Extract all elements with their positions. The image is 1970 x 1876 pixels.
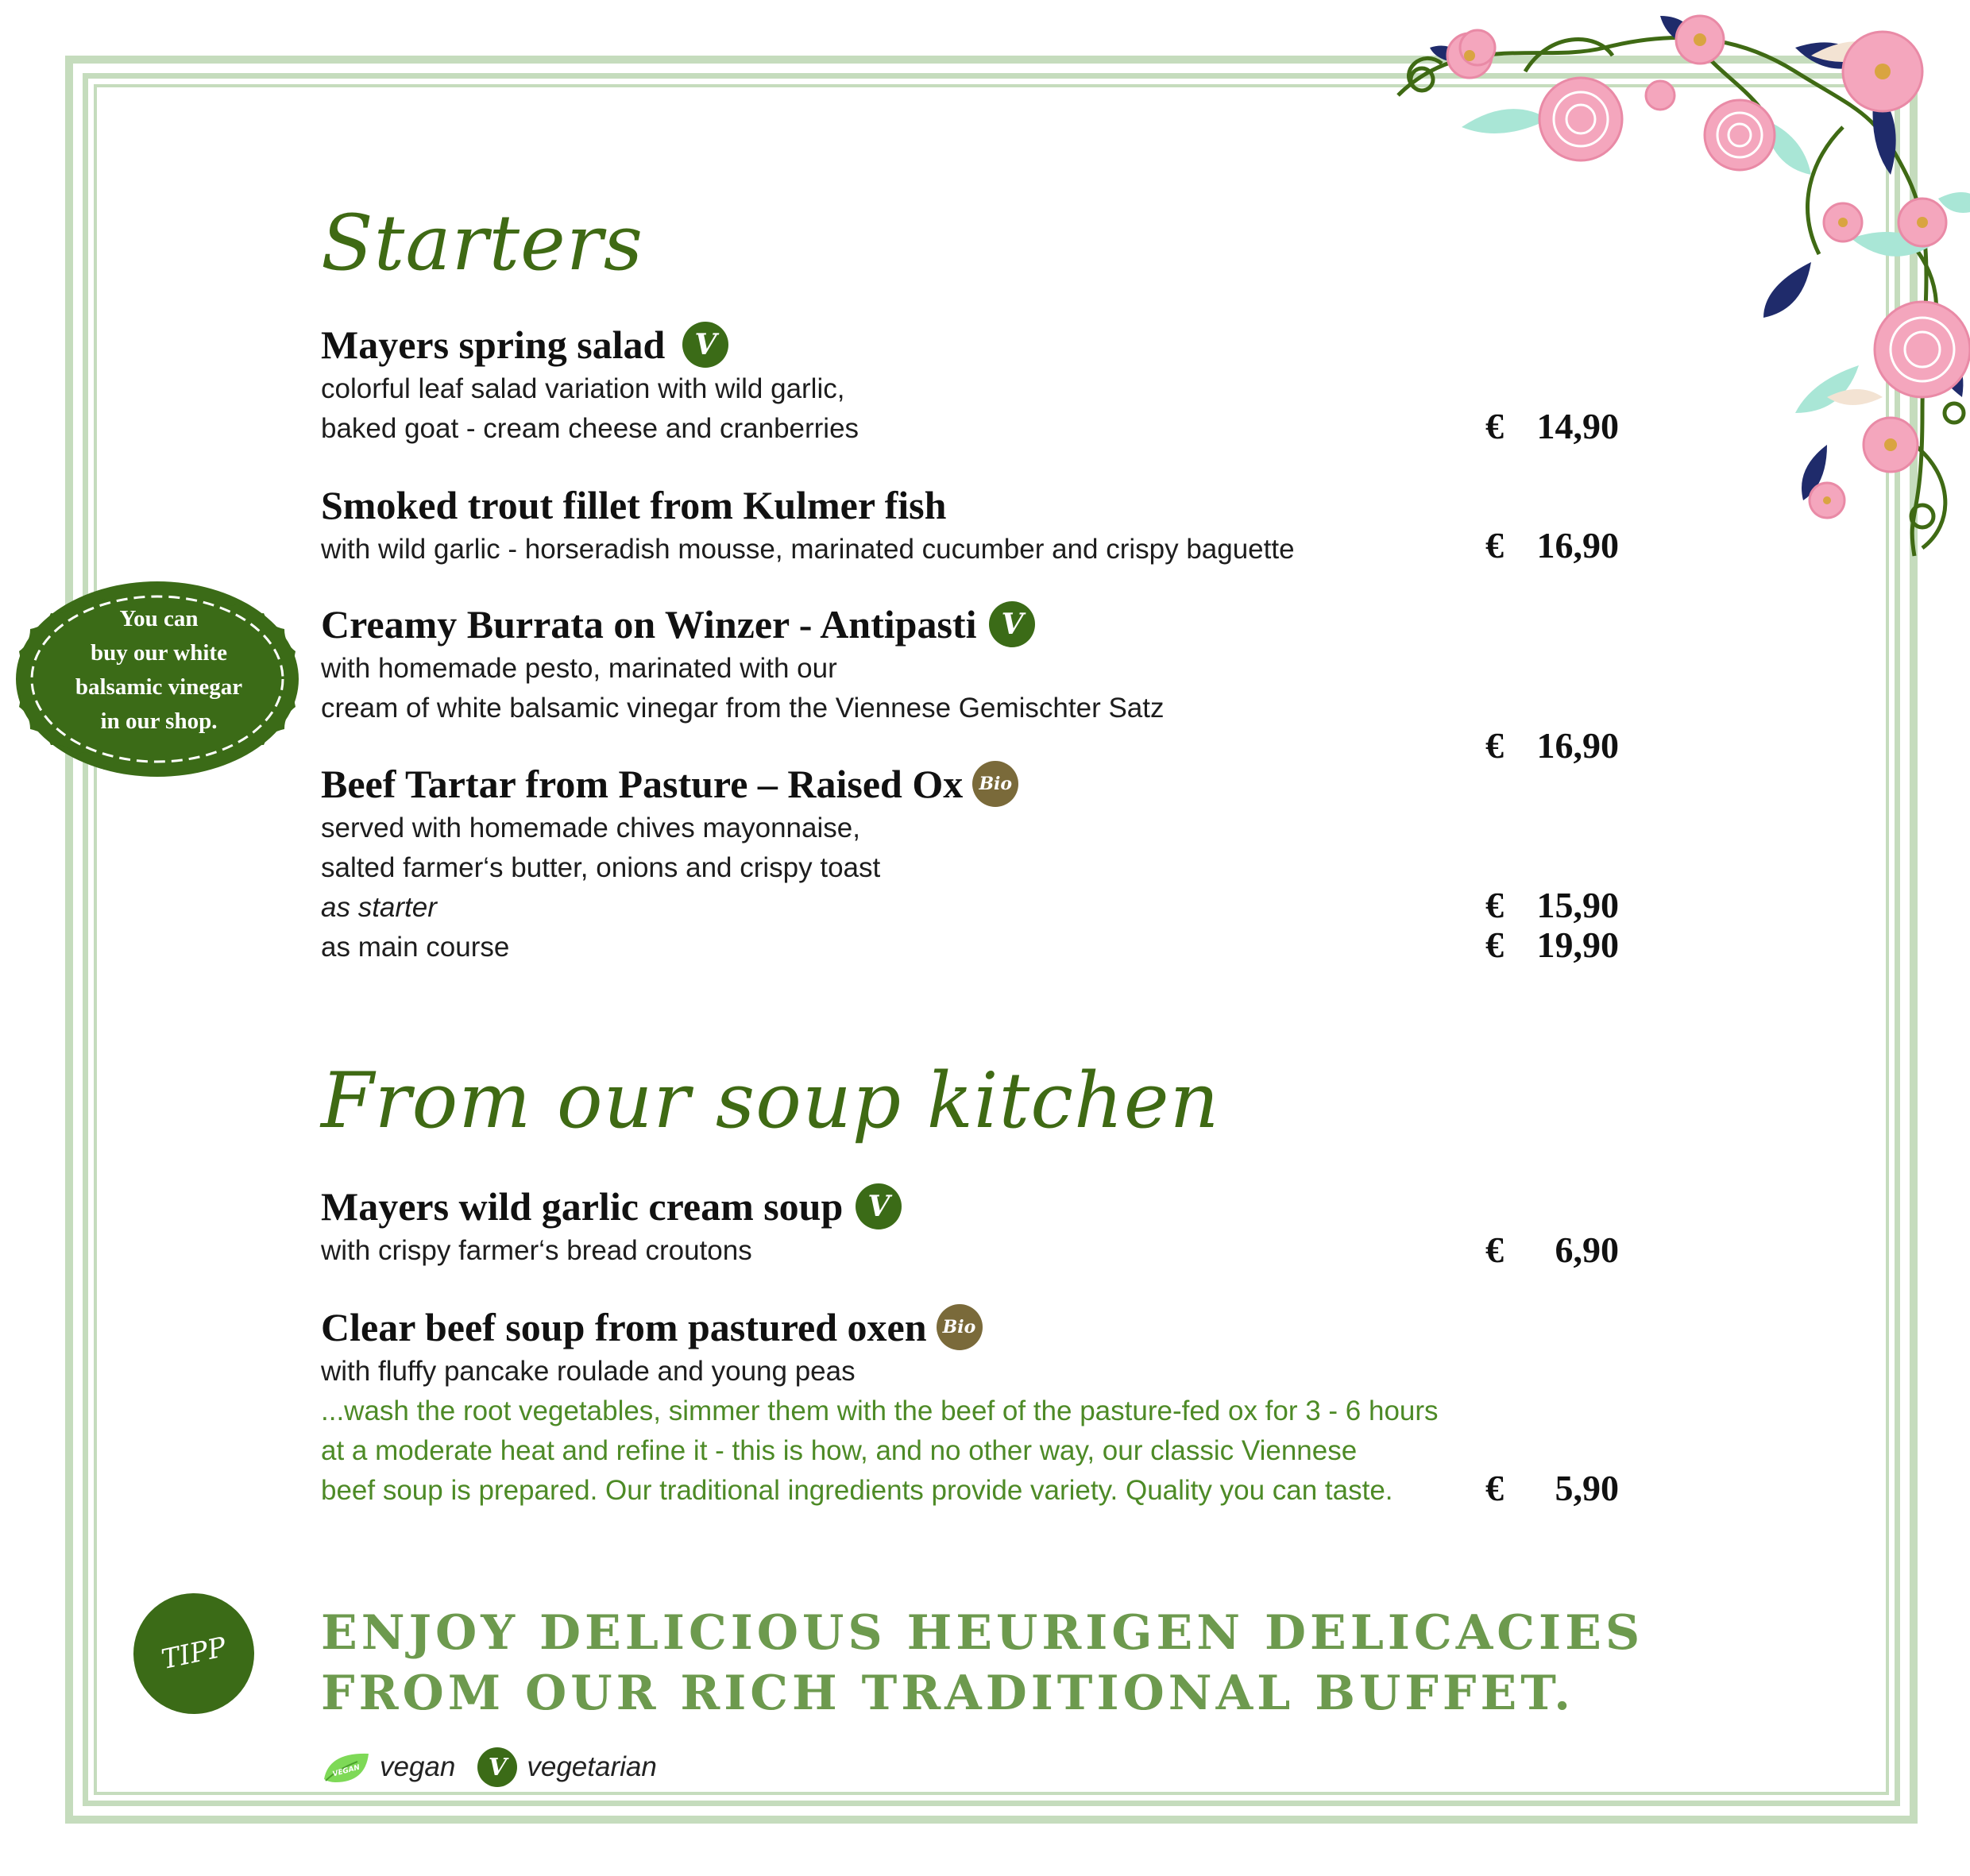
item-title: Creamy Burrata on Winzer - Antipasti xyxy=(321,602,977,647)
price-value: 19,90 xyxy=(1536,924,1619,965)
seal-text xyxy=(32,602,286,739)
menu-item-name xyxy=(321,482,946,528)
starters-title: Starters xyxy=(321,199,644,288)
item-title: Beef Tartar from Pasture – Raised Ox xyxy=(321,762,964,806)
seal-line: You can xyxy=(119,606,199,631)
currency-sign: € xyxy=(1485,924,1504,965)
currency-sign: € xyxy=(1485,725,1504,766)
item-price xyxy=(1485,1467,1619,1509)
option-label: as starter xyxy=(321,892,437,923)
vegetarian-badge-icon: V xyxy=(989,601,1035,647)
item-description: with homemade pesto, marinated with our xyxy=(321,653,837,684)
seal-line: in our shop. xyxy=(100,708,218,734)
legend xyxy=(321,1747,657,1787)
vegan-leaf-icon xyxy=(321,1747,372,1787)
item-story: at a moderate heat and refine it - this is how, and no other way, our classic Viennese xyxy=(321,1435,1358,1466)
currency-sign: € xyxy=(1485,406,1504,446)
vegetarian-badge-icon: V xyxy=(477,1747,517,1787)
item-price xyxy=(1485,1229,1619,1271)
tipp-badge: TIPP xyxy=(122,1582,265,1725)
item-description: baked goat - cream cheese and cranberries xyxy=(321,413,859,444)
item-description: salted farmer‘s butter, onions and crispy toast xyxy=(321,852,881,883)
menu-item-name xyxy=(321,322,728,372)
item-title: Mayers wild garlic cream soup xyxy=(321,1184,844,1229)
item-title: Smoked trout fillet from Kulmer fish xyxy=(321,483,947,527)
item-story: ...wash the root vegetables, simmer them with the beef of the pasture-fed ox for 3 - 6 hours xyxy=(321,1395,1439,1426)
menu-item-name xyxy=(321,601,1035,652)
option-label: as main course xyxy=(321,932,510,963)
item-price xyxy=(1485,724,1619,766)
currency-sign: € xyxy=(1485,1229,1504,1270)
tip-line: FROM OUR RICH TRADITIONAL BUFFET. xyxy=(321,1666,1575,1721)
currency-sign: € xyxy=(1485,525,1504,566)
vegetarian-badge-icon: V xyxy=(856,1183,902,1229)
tip-line: ENJOY DELICIOUS HEURIGEN DELICACIES xyxy=(321,1605,1644,1661)
vegetarian-badge-icon: V xyxy=(682,322,728,368)
item-story: beef soup is prepared. Our traditional ingredients provide variety. Quality you can taste. xyxy=(321,1475,1393,1506)
item-price xyxy=(1485,924,1619,966)
legend-vegetarian-label: vegetarian xyxy=(527,1751,657,1782)
flower-decoration xyxy=(1366,0,1970,572)
menu-item-name xyxy=(321,1183,902,1234)
seal-line: buy our white xyxy=(91,640,227,666)
currency-sign: € xyxy=(1485,1468,1504,1508)
price-value: 16,90 xyxy=(1536,725,1619,766)
soup-title: From our soup kitchen xyxy=(321,1056,1220,1145)
item-description: colorful leaf salad variation with wild garlic, xyxy=(321,373,845,404)
item-description: served with homemade chives mayonnaise, xyxy=(321,813,860,843)
item-description: with fluffy pancake roulade and young peas xyxy=(321,1356,856,1387)
item-price xyxy=(1485,884,1619,926)
price-value: 5,90 xyxy=(1555,1468,1619,1508)
item-title: Clear beef soup from pastured oxen xyxy=(321,1305,927,1349)
item-price xyxy=(1485,405,1619,447)
buffet-tip xyxy=(321,1603,1644,1724)
item-description: with wild garlic - horseradish mousse, marinated cucumber and crispy baguette xyxy=(321,534,1295,565)
seal-line: balsamic vinegar xyxy=(75,674,243,700)
price-value: 6,90 xyxy=(1555,1229,1619,1270)
vegan-icon-text: VEGAN xyxy=(331,1763,361,1779)
price-value: 16,90 xyxy=(1536,525,1619,566)
price-value: 14,90 xyxy=(1536,406,1619,446)
item-description: with crispy farmer‘s bread croutons xyxy=(321,1235,752,1266)
menu-item-name xyxy=(321,761,1018,812)
item-description: cream of white balsamic vinegar from the Viennese Gemischter Satz xyxy=(321,693,1165,724)
price-value: 15,90 xyxy=(1536,885,1619,925)
legend-vegan-label: vegan xyxy=(380,1751,456,1782)
bio-badge-icon: Bio xyxy=(937,1304,983,1350)
item-title: Mayers spring salad xyxy=(321,322,666,367)
bio-badge-icon: Bio xyxy=(972,761,1018,807)
menu-item-name xyxy=(321,1304,983,1355)
currency-sign: € xyxy=(1485,885,1504,925)
item-price xyxy=(1485,524,1619,566)
